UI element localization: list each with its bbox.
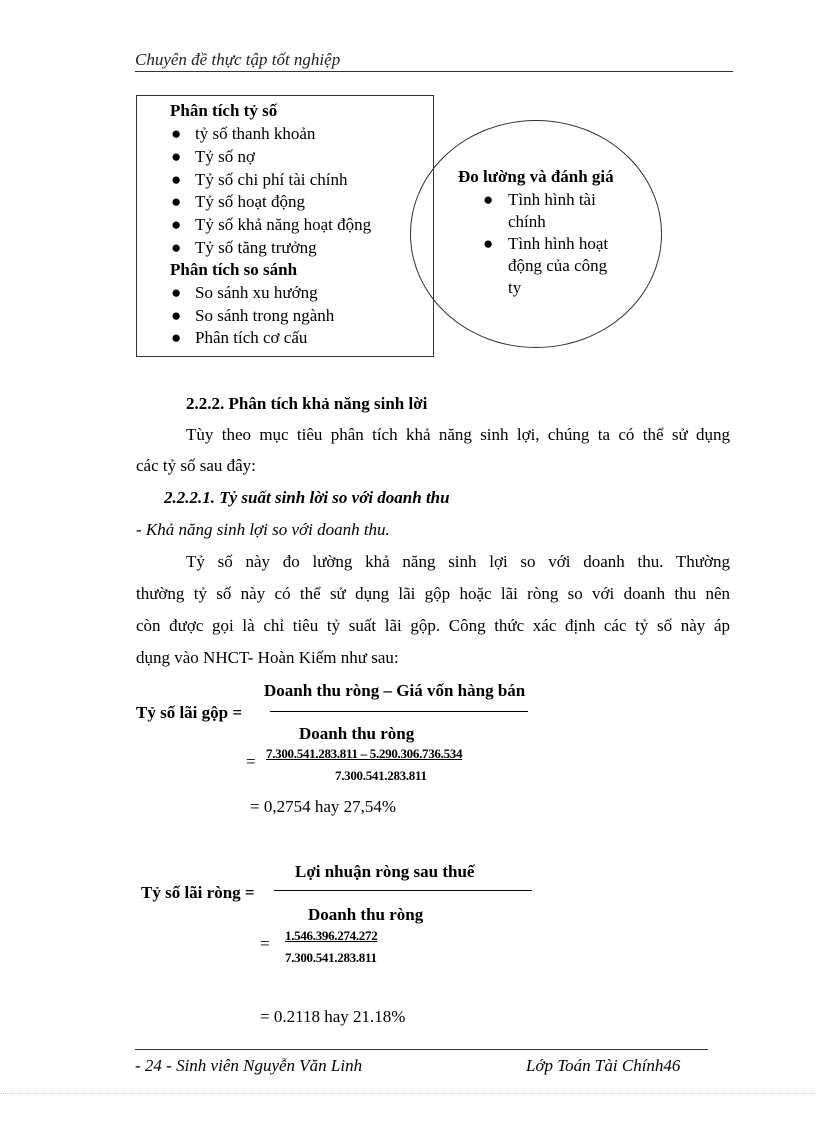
bullet-icon: ● [171, 215, 182, 234]
body-line: thường tỷ số này có thể sử dụng lãi gộp hoặc lãi ròng so với doanh thu nên [136, 584, 730, 603]
formula2-fraction-bar [274, 890, 532, 891]
formula1-result: = 0,2754 hay 27,54% [250, 797, 397, 816]
list-item: ● Tỷ số khả năng hoạt động [171, 215, 372, 234]
formula1-calc-numerator: 7.300.541.283.811 – 5.290.306.736.534 [266, 746, 463, 761]
list-item: ● So sánh trong ngành [171, 306, 335, 325]
formula2-numerator: Lợi nhuận ròng sau thuế [295, 862, 475, 881]
formula2-result: = 0.2118 hay 21.18% [260, 1007, 406, 1026]
list-item: ● Phân tích cơ cấu [171, 328, 308, 347]
subsection-lead: - Khả năng sinh lợi so với doanh thu. [136, 520, 390, 539]
bullet-icon: ● [171, 238, 182, 257]
list-item: ● So sánh xu hướng [171, 283, 318, 302]
list-item: ● Tỷ số tăng trưởng [171, 238, 317, 257]
evaluation-heading: Đo lường và đánh giá [458, 167, 614, 186]
list-item: ● Tỷ số nợ [171, 147, 255, 166]
footer-divider [135, 1049, 708, 1050]
bullet-icon: ● [483, 190, 494, 209]
formula1-fraction-bar [270, 711, 528, 712]
body-line: còn được gọi là chỉ tiêu tỷ suất lãi gộp. Công thức xác định các tỷ số này áp [136, 616, 730, 635]
page-bottom-divider [0, 1093, 816, 1094]
formula2-calc-denominator: 7.300.541.283.811 [285, 950, 377, 965]
formula2-label: Tỷ số lãi ròng = [141, 883, 255, 902]
formula1-calc-denominator: 7.300.541.283.811 [335, 768, 427, 783]
comparison-analysis-heading: Phân tích so sánh [170, 260, 298, 279]
formula1-numerator: Doanh thu ròng – Giá vốn hàng bán [264, 681, 526, 700]
list-item: ● tỷ số thanh khoản [171, 124, 316, 143]
footer-right: Lớp Toán Tài Chính46 [526, 1056, 681, 1075]
body-line: Tỷ số này đo lường khả năng sinh lợi so với doanh thu. Thường [186, 552, 730, 571]
footer-left: - 24 - Sinh viên Nguyễn Văn Linh [135, 1056, 363, 1075]
formula2-denominator: Doanh thu ròng [308, 905, 424, 924]
formula2-calc-numerator: 1.546.396.274.272 [285, 928, 378, 943]
bullet-icon: ● [171, 147, 182, 166]
analysis-methods-box [136, 95, 434, 357]
list-item: ● Tỷ số hoạt động [171, 192, 306, 211]
bullet-icon: ● [171, 192, 182, 211]
header-divider [135, 71, 733, 72]
formula1-label: Tỷ số lãi gộp = [136, 703, 243, 722]
list-item: Tình hình tài chính [508, 190, 596, 231]
bullet-icon: ● [171, 124, 182, 143]
intro-line: Tùy theo mục tiêu phân tích khả năng sinh lợi, chúng ta có thể sử dụng [186, 425, 730, 444]
list-item: ● Tỷ số chi phí tài chính [171, 170, 348, 189]
bullet-icon: ● [171, 328, 182, 347]
intro-line: các tỷ số sau đây: [136, 456, 256, 475]
bullet-icon: ● [171, 283, 182, 302]
formula2-equals: = [260, 934, 270, 953]
bullet-icon: ● [171, 170, 182, 189]
formula1-equals: = [246, 752, 256, 771]
bullet-icon: ● [171, 306, 182, 325]
bullet-icon: ● [483, 234, 494, 253]
formula1-denominator: Doanh thu ròng [299, 724, 415, 743]
body-line: dụng vào NHCT- Hoàn Kiếm như sau: [136, 648, 399, 667]
page-header-title: Chuyên đề thực tập tốt nghiệp [135, 50, 341, 69]
subsection-title: 2.2.2.1. Tỷ suất sinh lời so với doanh thu [164, 488, 450, 507]
list-item: Tình hình hoạt động của công ty [508, 234, 609, 297]
section-title: 2.2.2. Phân tích khả năng sinh lời [186, 394, 428, 413]
ratio-analysis-heading: Phân tích tỷ số [170, 101, 278, 120]
